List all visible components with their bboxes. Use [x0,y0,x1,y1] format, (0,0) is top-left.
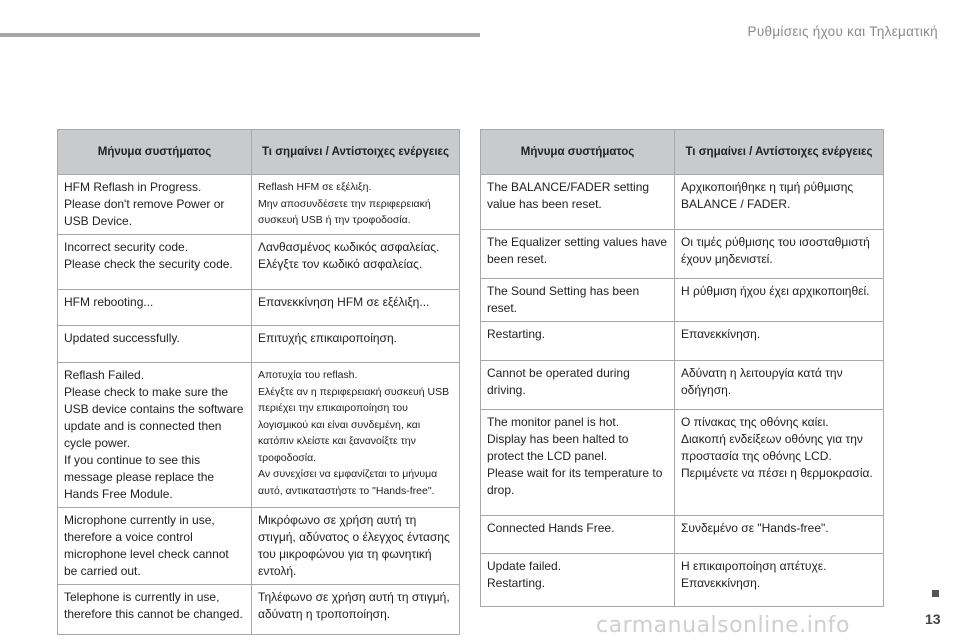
section-title: Ρυθμίσεις ήχου και Τηλεματική [747,24,938,39]
message-cell: Update failed. Restarting. [481,554,675,607]
messages-table-left [57,129,460,635]
message-cell: The Sound Setting has been reset. [481,279,675,322]
message-cell: HFM Reflash in Progress. Please don't remove Power or USB Device. [58,175,252,235]
table-row [58,585,460,635]
meaning-cell: Τηλέφωνο σε χρήση αυτή τη στιγμή, αδύνατη η τροποποίηση. [252,585,460,635]
meaning-cell: Επανεκκίνηση. [675,322,884,361]
meaning-cell: Η επικαιροποίηση απέτυχε. Επανεκκίνηση. [675,554,884,607]
message-cell: Incorrect security code. Please check the security code. [58,235,252,290]
meaning-cell: Αποτυχία του reflash. Ελέγξτε αν η περιφερειακή συσκευή USB περιέχει την επικαιροποίηση του λογισμικού και είναι συνδεμένη, και κατόπιν κλείστε και ξανανοίξτε την τροφοδοσία. Αν συνεχίσει να εμφανίζεται το μήνυμα αυτό, αντικαταστήστε το "Hands-free". [252,363,460,508]
table-row [58,235,460,290]
table-row [481,279,884,322]
meaning-cell: Reflash HFM σε εξέλιξη. Μην αποσυνδέσετε την περιφερειακή συσκευή USB ή την τροφοδοσία. [252,175,460,235]
meaning-cell: Ο πίνακας της οθόνης καίει. Διακοπή ενδείξεων οθόνης για την προστασία της οθόνης LCD. Περιμένετε να πέσει η θερμοκρασία. [675,410,884,516]
meaning-cell: Αδύνατη η λειτουργία κατά την οδήγηση. [675,361,884,410]
meaning-cell: Αρχικοποιήθηκε η τιμή ρύθμισης BALANCE / FADER. [675,175,884,230]
message-cell: The monitor panel is hot. Display has been halted to protect the LCD panel. Please wait for its temperature to drop. [481,410,675,516]
table-header-row [58,130,460,175]
table-row [481,230,884,279]
message-cell: Connected Hands Free. [481,516,675,554]
message-cell: Restarting. [481,322,675,361]
table-header-row [481,130,884,175]
table-row [481,322,884,361]
table-row [58,363,460,508]
table-row [58,175,460,235]
message-cell: Reflash Failed. Please check to make sure the USB device contains the software update and is connected then cycle power. If you continue to see this message please replace the Hands Free Module. [58,363,252,508]
meaning-cell: Μικρόφωνο σε χρήση αυτή τη στιγμή, αδύνατος ο έλεγχος έντασης του μικροφώνου για τη φωνητική εντολή. [252,508,460,585]
table-row [58,326,460,363]
column-header-message: Μήνυμα συστήματος [481,130,675,175]
table-row [481,410,884,516]
meaning-cell: Λανθασμένος κωδικός ασφαλείας. Ελέγξτε τον κωδικό ασφαλείας. [252,235,460,290]
meaning-cell: Οι τιμές ρύθμισης του ισοσταθμιστή έχουν μηδενιστεί. [675,230,884,279]
message-cell: The Equalizer setting values have been reset. [481,230,675,279]
header-rule [0,33,480,37]
meaning-cell: Επιτυχής επικαιροποίηση. [252,326,460,363]
meaning-cell: Η ρύθμιση ήχου έχει αρχικοποιηθεί. [675,279,884,322]
page-marker [932,590,939,597]
messages-table-right [480,129,884,607]
page-number: 13 [925,611,941,627]
message-cell: Telephone is currently in use, therefore this cannot be changed. [58,585,252,635]
message-cell: HFM rebooting... [58,290,252,326]
table-row [481,361,884,410]
meaning-cell: Επανεκκίνηση HFM σε εξέλιξη... [252,290,460,326]
message-cell: The BALANCE/FADER setting value has been reset. [481,175,675,230]
table-row [481,554,884,607]
column-header-message: Μήνυμα συστήματος [58,130,252,175]
watermark: carmanualsonline.info [596,613,850,638]
meaning-cell: Συνδεμένο σε "Hands-free". [675,516,884,554]
message-cell: Microphone currently in use, therefore a voice control microphone level check cannot be carried out. [58,508,252,585]
table-row [58,290,460,326]
table-row [58,508,460,585]
column-header-meaning: Τι σημαίνει / Αντίστοιχες ενέργειες [675,130,884,175]
column-header-meaning: Τι σημαίνει / Αντίστοιχες ενέργειες [252,130,460,175]
message-cell: Cannot be operated during driving. [481,361,675,410]
table-row [481,175,884,230]
message-cell: Updated successfully. [58,326,252,363]
table-row [481,516,884,554]
